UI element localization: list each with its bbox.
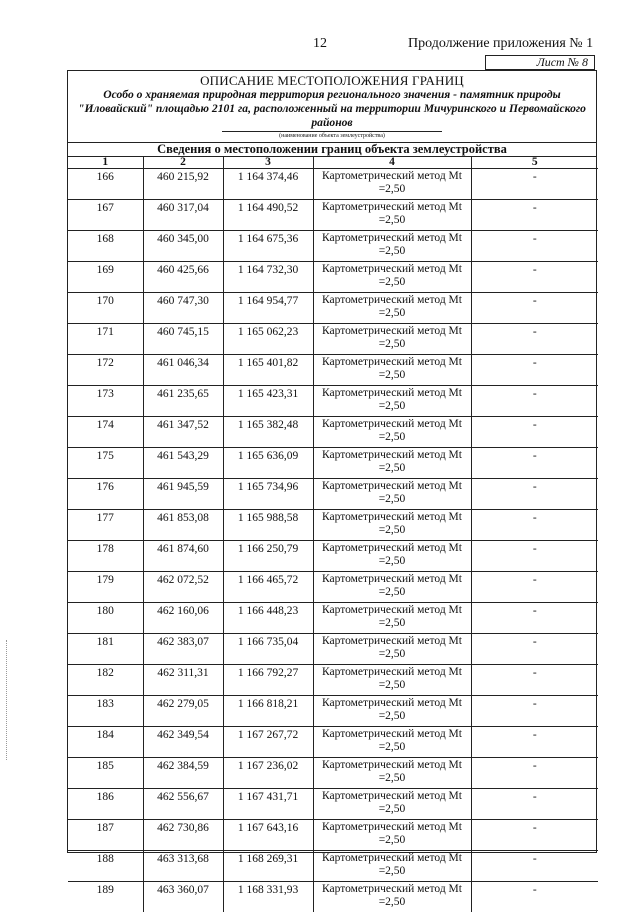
y-coordinate-cell: 1 165 062,23 [223,324,313,355]
point-number-cell: 189 [68,882,143,912]
table-header-row [68,157,598,169]
table-row [68,510,598,541]
point-number-cell: 181 [68,634,143,665]
y-coordinate-cell: 1 164 490,52 [223,200,313,231]
point-number-cell: 169 [68,262,143,293]
appendix-label: Продолжение приложения № 1 [408,36,593,52]
method-cell: Картометрический метод Mt =2,50 [313,262,471,293]
point-number-cell: 172 [68,355,143,386]
y-coordinate-cell: 1 165 423,31 [223,386,313,417]
table-row [68,820,598,851]
x-coordinate-cell: 462 730,86 [143,820,223,851]
method-cell: Картометрический метод Mt =2,50 [313,696,471,727]
method-cell: Картометрический метод Mt =2,50 [313,200,471,231]
column-header: 4 [313,157,471,169]
document-frame [67,70,597,853]
table-row [68,603,598,634]
point-number-cell: 178 [68,541,143,572]
y-coordinate-cell: 1 164 374,46 [223,169,313,200]
table-row [68,882,598,912]
y-coordinate-cell: 1 165 636,09 [223,448,313,479]
document-title: ОПИСАНИЕ МЕСТОПОЛОЖЕНИЯ ГРАНИЦ [68,73,596,88]
table-row [68,541,598,572]
x-coordinate-cell: 460 317,04 [143,200,223,231]
x-coordinate-cell: 460 747,30 [143,293,223,324]
method-cell: Картометрический метод Mt =2,50 [313,789,471,820]
note-cell: - [471,417,598,448]
sheet-number-box: Лист № 8 [485,55,595,70]
point-number-cell: 183 [68,696,143,727]
point-number-cell: 186 [68,789,143,820]
note-cell: - [471,851,598,882]
point-number-cell: 174 [68,417,143,448]
x-coordinate-cell: 461 945,59 [143,479,223,510]
point-number-cell: 173 [68,386,143,417]
note-cell: - [471,696,598,727]
x-coordinate-cell: 461 853,08 [143,510,223,541]
x-coordinate-cell: 462 384,59 [143,758,223,789]
x-coordinate-cell: 460 425,66 [143,262,223,293]
method-cell: Картометрический метод Mt =2,50 [313,603,471,634]
note-cell: - [471,169,598,200]
y-coordinate-cell: 1 165 734,96 [223,479,313,510]
table-row [68,262,598,293]
table-row [68,572,598,603]
note-cell: - [471,200,598,231]
method-cell: Картометрический метод Mt =2,50 [313,510,471,541]
point-number-cell: 182 [68,665,143,696]
y-coordinate-cell: 1 166 250,79 [223,541,313,572]
note-cell: - [471,665,598,696]
document-header [68,73,596,141]
point-number-cell: 176 [68,479,143,510]
method-cell: Картометрический метод Mt =2,50 [313,851,471,882]
table-row [68,789,598,820]
x-coordinate-cell: 463 313,68 [143,851,223,882]
point-number-cell: 166 [68,169,143,200]
y-coordinate-cell: 1 168 331,93 [223,882,313,912]
method-cell: Картометрический метод Mt =2,50 [313,355,471,386]
x-coordinate-cell: 461 543,29 [143,448,223,479]
table-row [68,758,598,789]
y-coordinate-cell: 1 166 465,72 [223,572,313,603]
note-cell: - [471,882,598,912]
note-cell: - [471,541,598,572]
note-cell: - [471,231,598,262]
method-cell: Картометрический метод Mt =2,50 [313,479,471,510]
note-cell: - [471,324,598,355]
x-coordinate-cell: 460 745,15 [143,324,223,355]
table-row [68,851,598,882]
note-cell: - [471,572,598,603]
y-coordinate-cell: 1 167 643,16 [223,820,313,851]
x-coordinate-cell: 462 160,06 [143,603,223,634]
note-cell: - [471,386,598,417]
note-cell: - [471,758,598,789]
y-coordinate-cell: 1 168 269,31 [223,851,313,882]
column-header: 2 [143,157,223,169]
point-number-cell: 187 [68,820,143,851]
table-row [68,355,598,386]
x-coordinate-cell: 462 349,54 [143,727,223,758]
table-row [68,479,598,510]
table-row [68,448,598,479]
margin-mark [6,640,8,760]
y-coordinate-cell: 1 164 675,36 [223,231,313,262]
table-row [68,386,598,417]
table-row [68,665,598,696]
x-coordinate-cell: 461 347,52 [143,417,223,448]
method-cell: Картометрический метод Mt =2,50 [313,448,471,479]
y-coordinate-cell: 1 166 735,04 [223,634,313,665]
table-row [68,727,598,758]
column-header: 5 [471,157,598,169]
point-number-cell: 167 [68,200,143,231]
point-number-cell: 179 [68,572,143,603]
method-cell: Картометрический метод Mt =2,50 [313,293,471,324]
column-header: 1 [68,157,143,169]
table-row [68,293,598,324]
x-coordinate-cell: 460 345,00 [143,231,223,262]
note-cell: - [471,355,598,386]
x-coordinate-cell: 461 874,60 [143,541,223,572]
note-cell: - [471,448,598,479]
column-header: 3 [223,157,313,169]
y-coordinate-cell: 1 166 818,21 [223,696,313,727]
table-row [68,634,598,665]
method-cell: Картометрический метод Mt =2,50 [313,820,471,851]
method-cell: Картометрический метод Mt =2,50 [313,417,471,448]
method-cell: Картометрический метод Mt =2,50 [313,727,471,758]
y-coordinate-cell: 1 165 382,48 [223,417,313,448]
note-cell: - [471,603,598,634]
note-cell: - [471,479,598,510]
y-coordinate-cell: 1 165 401,82 [223,355,313,386]
x-coordinate-cell: 462 383,07 [143,634,223,665]
note-cell: - [471,634,598,665]
x-coordinate-cell: 462 072,52 [143,572,223,603]
y-coordinate-cell: 1 167 267,72 [223,727,313,758]
page-number: 12 [313,36,327,52]
table-row [68,169,598,200]
point-number-cell: 177 [68,510,143,541]
point-number-cell: 180 [68,603,143,634]
method-cell: Картометрический метод Mt =2,50 [313,231,471,262]
point-number-cell: 175 [68,448,143,479]
method-cell: Картометрический метод Mt =2,50 [313,386,471,417]
document-subtitle: Особо о храняемая природная территория регионального значения - памятник природы "Иловайский" площадью 2101 га, расположенный на территории Мичуринского и Первомайского районов [68,88,596,130]
method-cell: Картометрический метод Mt =2,50 [313,169,471,200]
x-coordinate-cell: 462 279,05 [143,696,223,727]
point-number-cell: 188 [68,851,143,882]
note-cell: - [471,293,598,324]
method-cell: Картометрический метод Mt =2,50 [313,758,471,789]
point-number-cell: 184 [68,727,143,758]
table-row [68,696,598,727]
table-row [68,324,598,355]
coordinates-table [68,157,598,912]
x-coordinate-cell: 461 046,34 [143,355,223,386]
point-number-cell: 170 [68,293,143,324]
note-cell: - [471,727,598,758]
method-cell: Картометрический метод Mt =2,50 [313,665,471,696]
y-coordinate-cell: 1 166 792,27 [223,665,313,696]
x-coordinate-cell: 462 556,67 [143,789,223,820]
point-number-cell: 171 [68,324,143,355]
method-cell: Картометрический метод Mt =2,50 [313,882,471,912]
table-row [68,417,598,448]
method-cell: Картометрический метод Mt =2,50 [313,634,471,665]
x-coordinate-cell: 461 235,65 [143,386,223,417]
method-cell: Картометрический метод Mt =2,50 [313,572,471,603]
y-coordinate-cell: 1 167 431,71 [223,789,313,820]
note-cell: - [471,262,598,293]
method-cell: Картометрический метод Mt =2,50 [313,541,471,572]
section-title: Сведения о местоположении границ объекта землеустройства [68,142,596,157]
y-coordinate-cell: 1 164 954,77 [223,293,313,324]
y-coordinate-cell: 1 164 732,30 [223,262,313,293]
x-coordinate-cell: 462 311,31 [143,665,223,696]
name-caption: (наименование объекта землеустройства) [222,131,442,141]
point-number-cell: 168 [68,231,143,262]
y-coordinate-cell: 1 165 988,58 [223,510,313,541]
note-cell: - [471,820,598,851]
x-coordinate-cell: 460 215,92 [143,169,223,200]
method-cell: Картометрический метод Mt =2,50 [313,324,471,355]
table-body [68,169,598,912]
x-coordinate-cell: 463 360,07 [143,882,223,912]
note-cell: - [471,789,598,820]
y-coordinate-cell: 1 166 448,23 [223,603,313,634]
point-number-cell: 185 [68,758,143,789]
table-row [68,200,598,231]
y-coordinate-cell: 1 167 236,02 [223,758,313,789]
table-row [68,231,598,262]
note-cell: - [471,510,598,541]
